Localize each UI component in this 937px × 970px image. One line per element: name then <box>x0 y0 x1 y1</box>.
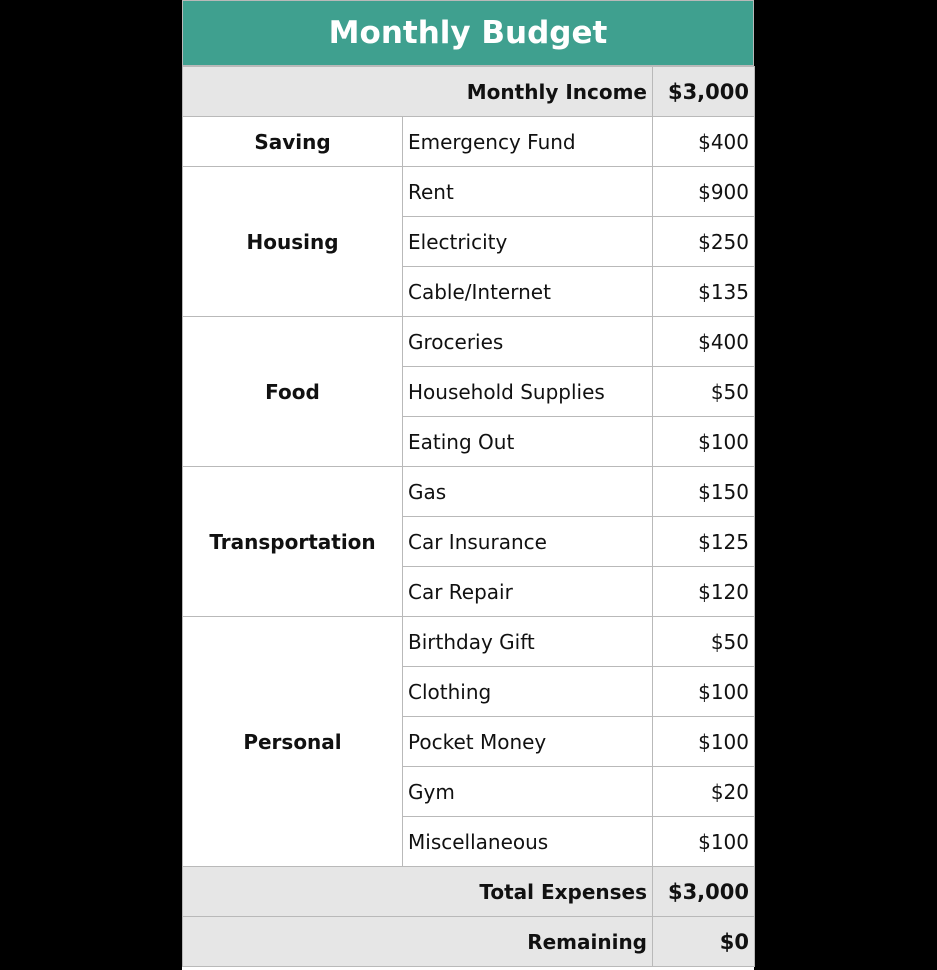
total-row <box>183 867 755 917</box>
expense-item-amount: $100 <box>653 817 755 867</box>
income-label: Monthly Income <box>183 67 653 117</box>
total-value: $3,000 <box>653 867 755 917</box>
expense-item-label: Car Repair <box>403 567 653 617</box>
remaining-value: $0 <box>653 917 755 967</box>
expense-item-label: Pocket Money <box>403 717 653 767</box>
expense-item-label: Gas <box>403 467 653 517</box>
category-label: Housing <box>183 167 403 317</box>
expense-item-label: Rent <box>403 167 653 217</box>
expense-item-amount: $50 <box>653 617 755 667</box>
expense-item-label: Groceries <box>403 317 653 367</box>
expense-item-amount: $125 <box>653 517 755 567</box>
total-label: Total Expenses <box>183 867 653 917</box>
expense-item-label: Household Supplies <box>403 367 653 417</box>
expense-item-amount: $135 <box>653 267 755 317</box>
expense-item-label: Birthday Gift <box>403 617 653 667</box>
expense-item-amount: $100 <box>653 667 755 717</box>
expense-item-label: Cable/Internet <box>403 267 653 317</box>
remaining-label: Remaining <box>183 917 653 967</box>
budget-title: Monthly Budget <box>182 0 754 66</box>
expense-item-amount: $100 <box>653 717 755 767</box>
expense-item-amount: $250 <box>653 217 755 267</box>
income-value: $3,000 <box>653 67 755 117</box>
category-label: Transportation <box>183 467 403 617</box>
expense-row <box>183 117 755 167</box>
category-label: Food <box>183 317 403 467</box>
expense-row <box>183 467 755 517</box>
expense-item-label: Eating Out <box>403 417 653 467</box>
category-label: Saving <box>183 117 403 167</box>
remaining-row <box>183 917 755 967</box>
expense-item-amount: $20 <box>653 767 755 817</box>
expense-item-amount: $400 <box>653 117 755 167</box>
expense-item-label: Electricity <box>403 217 653 267</box>
expense-item-label: Car Insurance <box>403 517 653 567</box>
expense-item-amount: $150 <box>653 467 755 517</box>
expense-item-label: Gym <box>403 767 653 817</box>
budget-table <box>182 66 755 967</box>
income-row <box>183 67 755 117</box>
expense-item-label: Emergency Fund <box>403 117 653 167</box>
budget-sheet <box>182 0 754 970</box>
category-label: Personal <box>183 617 403 867</box>
expense-row <box>183 317 755 367</box>
expense-item-label: Miscellaneous <box>403 817 653 867</box>
expense-item-label: Clothing <box>403 667 653 717</box>
expense-item-amount: $900 <box>653 167 755 217</box>
expense-item-amount: $50 <box>653 367 755 417</box>
expense-item-amount: $100 <box>653 417 755 467</box>
expense-row <box>183 167 755 217</box>
expense-item-amount: $400 <box>653 317 755 367</box>
expense-row <box>183 617 755 667</box>
expense-item-amount: $120 <box>653 567 755 617</box>
